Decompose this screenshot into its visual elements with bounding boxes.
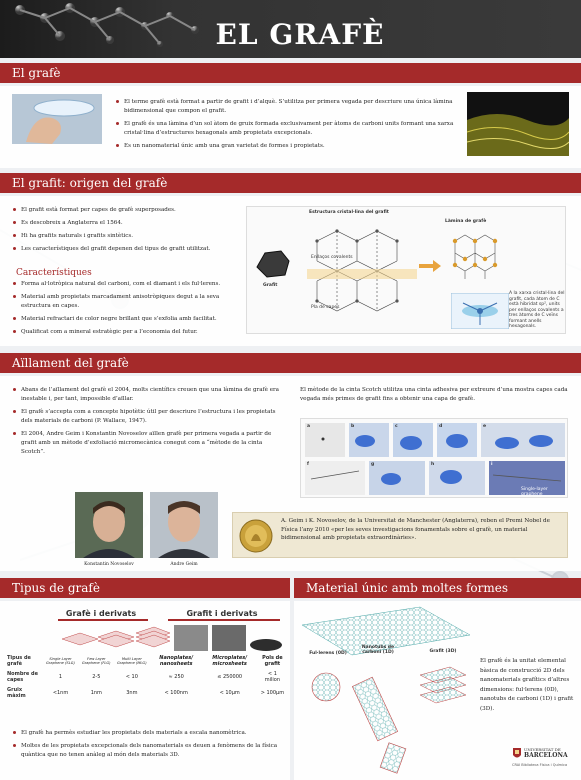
- table-cell: 2-5: [92, 674, 101, 680]
- row-label-gruix: Gruix màxim: [7, 687, 26, 699]
- hand-holding-graphene-photo: [12, 94, 102, 144]
- row-label-tipus: Tipus de grafè: [7, 655, 31, 667]
- col-pols: Pols de grafit: [262, 655, 283, 667]
- table-cell: < 10: [125, 674, 138, 680]
- col-slg: Single Layer Graphene (SLG): [46, 657, 75, 665]
- caracteristiques-bullet: Material refractari de color negre brillant que s’exfolia amb facilitat.: [12, 315, 237, 324]
- section-grafit-panel: [0, 196, 581, 346]
- row-label-capes: Nombre de capes: [7, 671, 38, 683]
- section-aillament-panel: [0, 376, 581, 571]
- logo-subtitle: CRAI Biblioteca Física i Química: [512, 763, 568, 767]
- grafit-bullet: El grafit està format per capes de grafè superposades.: [12, 206, 237, 215]
- el-grafe-bullets: [115, 98, 455, 155]
- tipus-bullet: Moltes de les propietats excepcionals dels nanomaterials es deuen a fenòmens de la física quàntica que no tenen anàleg al món dels materials 3D.: [12, 742, 282, 760]
- hybridization-note: A la xarxa cristal·lina del grafit, cada àtom de C està hibridat sp², units per enllaços covalents a tres àtoms de C veïns formant anells hexagonals.: [509, 291, 565, 329]
- step-label-h: h: [431, 462, 435, 467]
- caption-novoselov: Konstantin Novoselov: [84, 562, 134, 567]
- single-layer-label: Single-layer graphene: [521, 487, 548, 497]
- table-cell: 1nm: [90, 690, 102, 696]
- section-material-panel: [294, 601, 581, 780]
- graphene-sheet-render: [467, 92, 569, 156]
- poster-title: EL GRAFÈ: [215, 18, 385, 51]
- aillament-bullet: El 2004, Andre Geim i Konstantin Novoselov aïllen grafè per primera vegada a partir de grafit amb un mètode d’exfoliació micromecànica conegut com a “mètode de la cinta Scotch”.: [12, 430, 287, 457]
- graphite-rock-image: [255, 247, 291, 279]
- table-cell: <1nm: [52, 690, 69, 696]
- section-heading-el-grafe: El grafè: [0, 63, 581, 83]
- graphene-types-table: [4, 653, 288, 701]
- figure-title-structure: Estructura cristal·lina del grafit: [309, 210, 389, 215]
- group-grafe-derivats: Grafè i derivats: [65, 609, 137, 618]
- step-label-g: g: [371, 462, 375, 467]
- step-label-i: i: [491, 462, 493, 467]
- label-nanotubs: Nanotubs de carboni (1D): [361, 645, 395, 655]
- caracteristiques-bullet: Qualificat com a mineral estratègic per a l’economia del futur.: [12, 328, 237, 337]
- section-heading-tipus: Tipus de grafè: [0, 578, 290, 598]
- table-row: [4, 685, 288, 701]
- col-mlg: Multi Layer Graphene (MLG): [117, 657, 147, 665]
- label-fullerens: Ful·lerens (0D): [309, 651, 347, 656]
- col-flg: Few Layer Graphene (FLG): [82, 657, 111, 665]
- geim-photo: [150, 492, 218, 558]
- section-heading-material-unic: Material únic amb moltes formes: [294, 578, 581, 598]
- aillament-bullets: [12, 386, 287, 461]
- arrow-right-icon: [419, 259, 441, 273]
- group-grafit-derivats: Grafit i derivats: [186, 609, 258, 618]
- logo-line1: UNIVERSITAT DE: [524, 747, 561, 752]
- label-enllacos: Enllaços covalents: [311, 255, 353, 260]
- graphite-lattice-diagram: [307, 221, 417, 331]
- section-heading-grafit-origen: El grafit: origen del grafè: [0, 173, 581, 193]
- scotch-tape-steps-figure: [300, 418, 568, 498]
- step-label-b: b: [351, 424, 355, 429]
- hybridization-diagram: [451, 293, 509, 329]
- table-cell: < 10µm: [219, 690, 240, 696]
- caracteristiques-heading: Característiques: [16, 268, 92, 278]
- el-grafe-bullet: El terme grafè està format a partir de grafit i d’alquè. S’utilitza per primera vegada per descriure una única làmina bidimensional que compon el grafit.: [115, 98, 455, 116]
- nobel-medal-icon: [239, 519, 273, 553]
- table-cell: < 1 milion: [264, 671, 281, 683]
- table-row: [4, 653, 288, 669]
- nobel-box: [232, 512, 568, 558]
- step-label-a: a: [307, 424, 311, 429]
- table-cell: > 100µm: [260, 690, 285, 696]
- group1-underline: [58, 619, 148, 621]
- table-row: [4, 669, 288, 685]
- banner-graphene-image: [0, 0, 230, 58]
- group2-underline: [168, 619, 280, 621]
- graphene-type-icons: [60, 623, 284, 653]
- section-tipus-panel: [0, 601, 290, 780]
- label-grafit: Grafit: [263, 283, 278, 288]
- aillament-bullet: Abans de l’aïllament del grafè el 2004, molts científics creuen que una làmina de grafè era inestable i, per tant, impossible d’aïllar.: [12, 386, 287, 404]
- step-label-f: f: [307, 462, 309, 467]
- step-label-e: e: [483, 424, 487, 429]
- label-grafit-3d: Grafit (3D): [429, 649, 457, 654]
- figure-title-sheet: Làmina de grafè: [445, 219, 487, 224]
- graphite-structure-figure: [246, 206, 566, 334]
- aillament-bullet: El grafè s’accepta com a concepte hipotètic útil per descriure l’estructura i les propietats dels materials de carboni (P. Wallace, 1947).: [12, 408, 287, 426]
- table-cell: ≈ 250: [168, 674, 184, 680]
- ub-shield-icon: [512, 747, 522, 761]
- table-cell: 1: [58, 674, 63, 680]
- nobel-text: A. Geim i K. Novoselov, de la Universitat de Manchester (Anglaterra), reben el Premi Nobel de Física l’any 2010 «per les seves investigacions fonamentals sobre el grafè, un material bidimensional amb propietats extraordinàries».: [281, 518, 550, 541]
- step-label-d: d: [439, 424, 443, 429]
- tipus-bullets: [12, 729, 282, 764]
- tipus-bullet: El grafè ha permès estudiar les propietats dels materials a escala nanomètrica.: [12, 729, 282, 738]
- caracteristiques-bullet: Forma al·lotròpica natural del carboni, com el diamant i els ful·lerens.: [12, 280, 237, 289]
- novoselov-photo: [75, 492, 143, 558]
- grafit-bullets: [12, 206, 237, 258]
- el-grafe-bullet: El grafè és una làmina d’un sol àtom de gruix formada exclusivament per àtoms de carboni units formant una xarxa cristal·lina d’estructures hexagonals amb propietats excepcionals.: [115, 120, 455, 138]
- step-label-c: c: [395, 424, 398, 429]
- grafit-bullet: Hi ha grafits naturals i grafits sintètics.: [12, 232, 237, 241]
- caption-geim: Andre Geim: [170, 562, 198, 567]
- table-cell: 3nm: [126, 690, 138, 696]
- label-pla-capes: Pla de capes: [311, 305, 340, 310]
- grafit-bullet: Es descobreix a Anglaterra el 1564.: [12, 219, 237, 228]
- col-nanoplates: Nanoplates/ nanosheets: [159, 655, 194, 667]
- caracteristiques-bullet: Material amb propietats marcadament anisotròpiques degut a la seva estructura en capes.: [12, 293, 237, 311]
- caracteristiques-bullets: [12, 280, 237, 341]
- section-heading-aillament: Aïllament del grafè: [0, 353, 581, 373]
- title-banner: [0, 0, 581, 58]
- scotch-method-text: El mètode de la cinta Scotch utilitza una cinta adhesiva per extreure d’una mostra capes cada vegada més primes de grafit fins a obtenir una capa de grafè.: [300, 387, 568, 402]
- logo-line2: BARCELONA: [524, 752, 568, 759]
- grafit-bullet: Les característiques del grafit depenen del tipus de grafit utilitzat.: [12, 245, 237, 254]
- table-cell: ≤ 250000: [217, 674, 243, 680]
- col-microplates: Microplates/ microsheets: [212, 655, 248, 667]
- graphene-sheet-diagram: [445, 229, 507, 285]
- carbon-allotropes-diagram: [300, 605, 472, 775]
- section-el-grafe-panel: [0, 86, 581, 168]
- material-unic-text: El grafè és la unitat elemental bàsica de construcció 2D dels nanomaterials grafítics d’altres dimensions: ful·lerens (0D), nanotubs de carboni (1D) i grafit (3D).: [480, 658, 574, 712]
- table-cell: < 100nm: [164, 690, 188, 696]
- el-grafe-bullet: Es un nanomaterial únic amb una gran varietat de formes i propietats.: [115, 142, 455, 151]
